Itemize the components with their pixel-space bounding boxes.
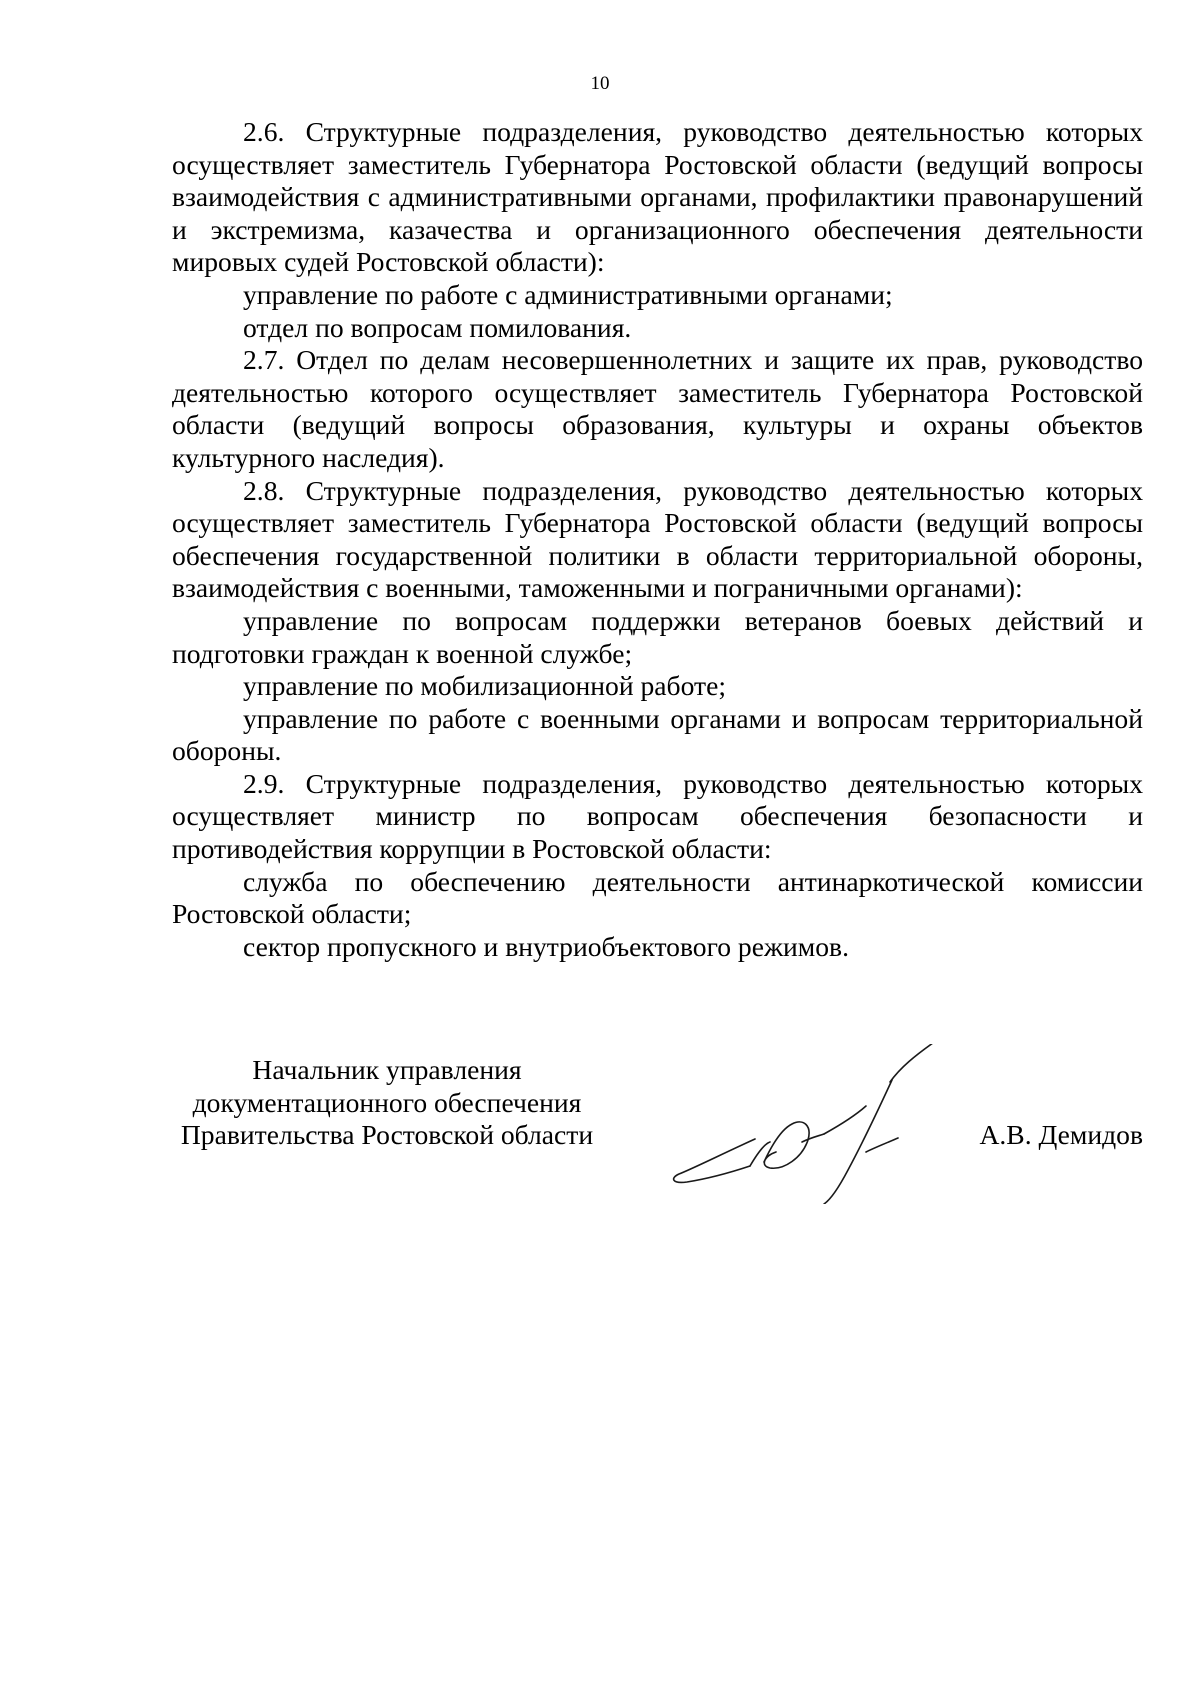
paragraph-2-8: 2.8. Структурные подразделения, руководство деятельностью которых осуществляет заместитель Губернатора Ростовской области (ведущий вопросы обеспечения государственной политики в области территориальной обороны, взаимодействия с военными, таможенными и пограничными органами): xyxy=(172,474,1143,604)
list-item: управление по вопросам поддержки ветеранов боевых действий и подготовки граждан к военной службе; xyxy=(172,604,1143,669)
list-item: управление по работе с административными органами; xyxy=(243,278,893,310)
signatory-title-line: Правительства Ростовской области xyxy=(180,1119,594,1151)
signature-block xyxy=(172,1054,1172,1214)
handwritten-signature xyxy=(652,1044,952,1204)
paragraph-2-6: 2.6. Структурные подразделения, руководство деятельностью которых осуществляет заместитель Губернатора Ростовской области (ведущий вопросы взаимодействия с административными органами, профилактики правонарушений и экстремизма, казачества и организационного обеспечения деятельности мировых судей Ростовской области): xyxy=(172,116,1143,278)
signatory-name: А.В. Демидов xyxy=(979,1119,1143,1150)
signatory-title xyxy=(172,1054,602,1152)
list-item: отдел по вопросам помилования. xyxy=(243,311,632,343)
list-item: управление по мобилизационной работе; xyxy=(243,670,726,702)
paragraph-2-9: 2.9. Структурные подразделения, руководство деятельностью которых осуществляет министр по вопросам обеспечения безопасности и противодействия коррупции в Ростовской области: xyxy=(172,767,1143,865)
paragraph-2-7: 2.7. Отдел по делам несовершеннолетних и защите их прав, руководство деятельностью которого осуществляет заместитель Губернатора Ростовской области (ведущий вопросы образования, культуры и охраны объектов культурного наследия). xyxy=(172,344,1143,473)
list-item: сектор пропускного и внутриобъектового режимов. xyxy=(243,930,849,962)
signatory-title-line: Начальник управления xyxy=(252,1054,522,1085)
list-item: служба по обеспечению деятельности антинаркотической комиссии Ростовской области; xyxy=(172,865,1143,930)
list-item: управление по работе с военными органами и вопросам территориальной обороны. xyxy=(172,702,1143,767)
document-body xyxy=(172,116,1143,963)
page-number: 10 xyxy=(590,73,610,94)
signatory-title-line: документационного обеспечения xyxy=(192,1086,582,1118)
